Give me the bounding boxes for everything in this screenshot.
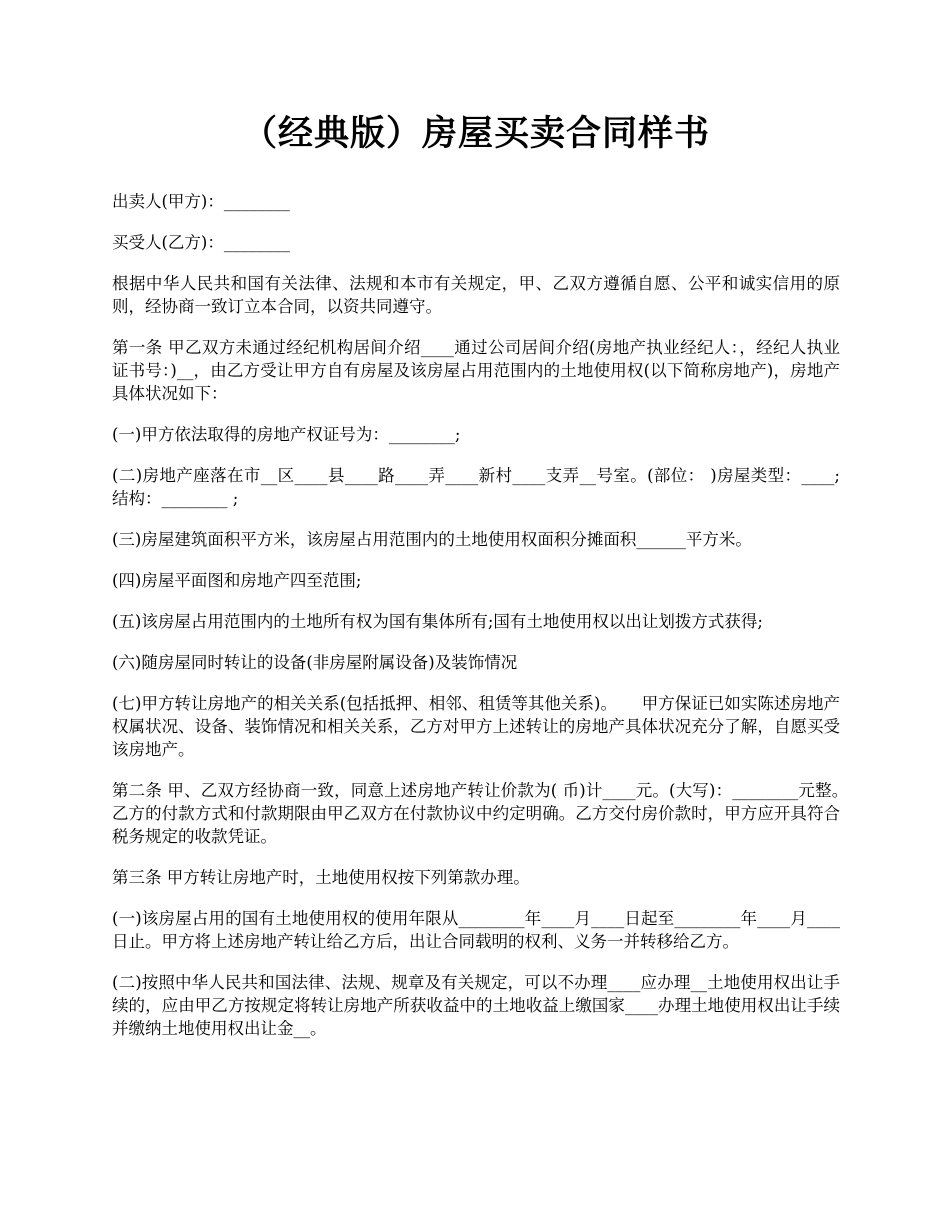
document-title: （经典版）房屋买卖合同样书 [241,113,710,154]
article-3-paragraph: 第三条 甲方转让房地产时，土地使用权按下列第款办理。 [112,868,530,887]
article-3-item-2: (二)按照中华人民共和国法律、法规、规章及有关规定，可以不办理____应办理__土地使用权出让手续的，应由甲乙方按规定将转让房地产所获收益中的土地收益上缴国家____办理土地使用权出让手续并缴纳土地使用权出让金__。 [112,973,840,1038]
article-1-item-4: (四)房屋平面图和房地产四至范围; [112,571,362,590]
buyer-line: 买受人(乙方)：________ [112,233,290,252]
preamble-paragraph: 根据中华人民共和国有关法律、法规和本市有关规定，甲、乙双方遵循自愿、公平和诚实信用的原则，经协商一致订立本合同，以资共同遵守。 [112,274,840,316]
article-1-item-7: (七)甲方转让房地产的相关关系(包括抵押、相邻、租赁等其他关系)。 甲方保证已如实陈述房地产权属状况、设备、装饰情况和相关关系，乙方对甲方上述转让的房地产具体状况充分了解，自愿买受该房地产。 [112,694,840,759]
article-2-paragraph: 第二条 甲、乙双方经协商一致，同意上述房地产转让价款为( 币)计____元。(大写)：________元整。 乙方的付款方式和付款期限由甲乙双方在付款协议中约定明确。乙方交付房价款时，甲方应开具符合税务规定的收款凭证。 [112,781,873,846]
article-1-item-5: (五)该房屋占用范围内的土地所有权为国有集体所有;国有土地使用权以出让划拨方式获得; [112,612,763,631]
article-1-paragraph: 第一条 甲乙双方未通过经纪机构居间介绍____通过公司居间介绍(房地产执业经纪人：，经纪人执业证书号：)__，由乙方受让甲方自有房屋及该房屋占用范围内的土地使用权(以下简称房地产)，房地产具体状况如下： [112,338,840,403]
article-1-item-6: (六)随房屋同时转让的设备(非房屋附属设备)及装饰情况 [112,653,518,672]
article-3-item-1: (一)该房屋占用的国有土地使用权的使用年限从________年____月____日起至________年____月____日止。甲方将上述房地产转让给乙方后，出让合同载明的权利、义务一并转移给乙方。 [112,909,840,951]
article-1-item-3: (三)房屋建筑面积平方米，该房屋占用范围内的土地使用权面积分摊面积______平方米。 [112,530,752,549]
article-1-item-2: (二)房地产座落在市__区____县____路____弄____新村____支弄__号室。(部位： )房屋类型：____;结构：________ ; [112,466,840,508]
seller-line: 出卖人(甲方)：________ [112,192,290,211]
article-1-item-1: (一)甲方依法取得的房地产权证号为：________; [112,425,461,444]
